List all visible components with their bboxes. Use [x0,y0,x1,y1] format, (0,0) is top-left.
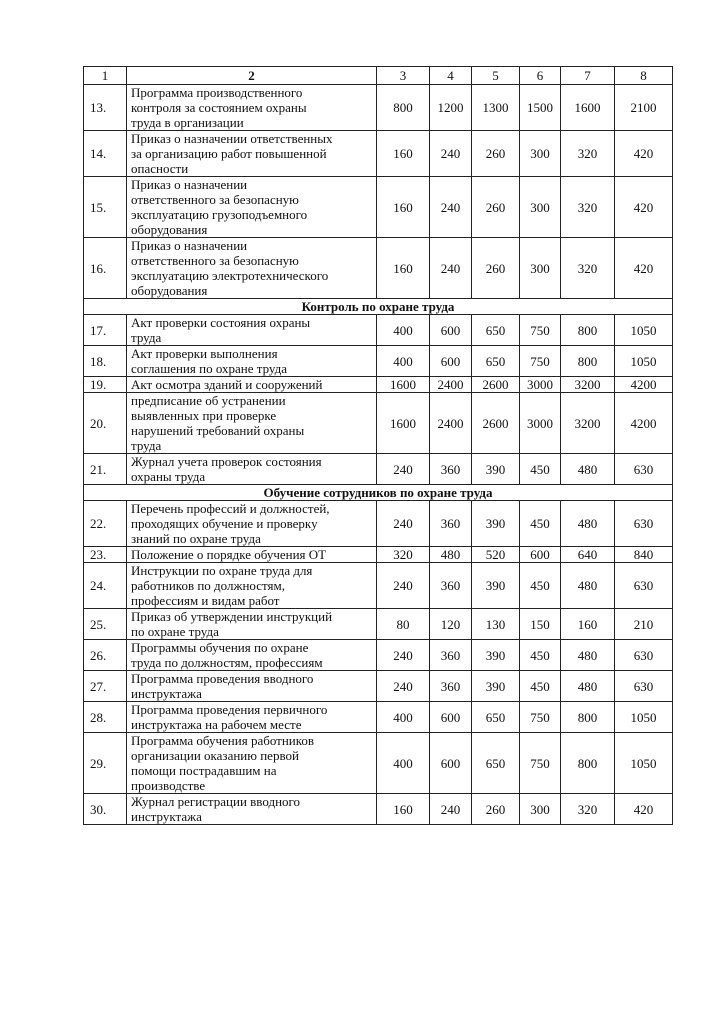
document-name [127,794,377,825]
price-cell: 650 [472,346,520,377]
table-row [84,563,673,609]
price-cell: 2600 [472,393,520,454]
table-row [84,671,673,702]
price-cell: 640 [561,547,615,563]
document-name-line: соглашения по охране труда [131,361,287,376]
document-name-line: Акт осмотра зданий и сооружений [131,377,323,392]
price-cell: 2400 [430,377,472,393]
document-name [127,547,377,563]
document-name-line: оборудования [131,283,208,298]
row-number: 21. [84,454,127,485]
price-cell: 3200 [561,377,615,393]
price-cell: 800 [561,702,615,733]
price-cell: 400 [377,346,430,377]
price-cell: 160 [377,177,430,238]
price-cell: 160 [377,794,430,825]
section-title: Контроль по охране труда [84,299,673,315]
price-cell: 210 [615,609,673,640]
row-number: 29. [84,733,127,794]
price-cell: 630 [615,501,673,547]
price-cell: 320 [561,177,615,238]
document-name-line: инструктажа [131,809,202,824]
price-cell: 1600 [377,377,430,393]
price-cell: 360 [430,640,472,671]
price-cell: 2600 [472,377,520,393]
header-cell: 2 [127,67,377,85]
header-cell: 8 [615,67,673,85]
price-cell: 450 [520,563,561,609]
price-cell: 360 [430,563,472,609]
price-cell: 240 [430,177,472,238]
table-row [84,315,673,346]
price-cell: 480 [561,671,615,702]
row-number: 18. [84,346,127,377]
document-name [127,671,377,702]
price-cell: 800 [377,85,430,131]
document-name-line: оборудования [131,222,208,237]
price-cell: 400 [377,315,430,346]
price-cell: 240 [430,794,472,825]
price-cell: 150 [520,609,561,640]
price-cell: 1300 [472,85,520,131]
price-cell: 390 [472,671,520,702]
table-row [84,640,673,671]
header-cell: 1 [84,67,127,85]
price-cell: 320 [377,547,430,563]
document-name [127,377,377,393]
table-body [84,67,673,825]
price-cell: 260 [472,177,520,238]
row-number: 24. [84,563,127,609]
row-number: 25. [84,609,127,640]
price-cell: 840 [615,547,673,563]
document-name-line: опасности [131,161,189,176]
row-number: 20. [84,393,127,454]
price-cell: 360 [430,501,472,547]
document-name-line: охраны труда [131,469,206,484]
document-name-line: предписание об устранении [131,393,286,408]
price-cell: 480 [561,454,615,485]
header-cell: 4 [430,67,472,85]
price-cell: 630 [615,563,673,609]
price-cell: 1600 [377,393,430,454]
price-cell: 800 [561,733,615,794]
price-cell: 600 [430,315,472,346]
section-row [84,299,673,315]
document-name-line: Акт проверки состояния охраны [131,315,311,330]
document-name-line: Программа проведения вводного [131,671,314,686]
document-name [127,501,377,547]
price-cell: 390 [472,501,520,547]
price-cell: 3000 [520,377,561,393]
table-row [84,702,673,733]
document-name-line: проходящих обучение и проверку [131,516,318,531]
price-cell: 4200 [615,377,673,393]
price-cell: 600 [430,733,472,794]
document-name-line: Программа производственного [131,85,303,100]
price-cell: 1600 [561,85,615,131]
price-cell: 260 [472,794,520,825]
price-cell: 600 [430,346,472,377]
price-cell: 160 [377,131,430,177]
table-row [84,501,673,547]
price-cell: 400 [377,702,430,733]
table-row [84,393,673,454]
price-cell: 750 [520,733,561,794]
price-cell: 450 [520,454,561,485]
price-cell: 320 [561,238,615,299]
price-cell: 450 [520,640,561,671]
price-cell: 420 [615,131,673,177]
price-cell: 1050 [615,346,673,377]
document-name [127,238,377,299]
document-name [127,85,377,131]
price-cell: 240 [377,671,430,702]
header-cell: 7 [561,67,615,85]
price-cell: 450 [520,501,561,547]
row-number: 13. [84,85,127,131]
table-row [84,85,673,131]
document-name-line: Приказ о назначении [131,177,248,192]
document-name-line: организации оказанию первой [131,748,299,763]
price-cell: 450 [520,671,561,702]
row-number: 14. [84,131,127,177]
price-cell: 390 [472,454,520,485]
document-name-line: за организацию работ повышенной [131,146,327,161]
price-cell: 480 [561,640,615,671]
row-number: 17. [84,315,127,346]
price-cell: 1500 [520,85,561,131]
header-cell: 6 [520,67,561,85]
price-cell: 320 [561,794,615,825]
price-cell: 2100 [615,85,673,131]
document-name-line: Положение о порядке обучения ОТ [131,547,327,562]
price-cell: 630 [615,454,673,485]
table-row [84,346,673,377]
document-name-line: Перечень профессий и должностей, [131,501,330,516]
price-cell: 520 [472,547,520,563]
header-row [84,67,673,85]
price-cell: 240 [377,501,430,547]
price-cell: 1050 [615,733,673,794]
section-row [84,485,673,501]
document-name-line: эксплуатацию грузоподъемного [131,207,308,222]
table-row [84,377,673,393]
document-name [127,640,377,671]
document-name-line: по охране труда [131,624,219,639]
price-cell: 420 [615,794,673,825]
price-cell: 300 [520,238,561,299]
row-number: 28. [84,702,127,733]
price-cell: 260 [472,238,520,299]
document-name-line: нарушений требований охраны [131,423,305,438]
price-cell: 1050 [615,702,673,733]
price-cell: 800 [561,346,615,377]
price-cell: 320 [561,131,615,177]
price-cell: 240 [377,563,430,609]
document-name [127,563,377,609]
document-name-line: выявленных при проверке [131,408,277,423]
document-name-line: контроля за состоянием охраны [131,100,307,115]
document-name [127,346,377,377]
price-table [83,66,673,825]
price-cell: 130 [472,609,520,640]
document-name-line: работников по должностям, [131,578,285,593]
price-cell: 240 [430,238,472,299]
row-number: 30. [84,794,127,825]
document-name-line: труда в организации [131,115,244,130]
document-name [127,733,377,794]
table-row [84,131,673,177]
header-cell: 3 [377,67,430,85]
table-row [84,177,673,238]
table-row [84,547,673,563]
document-name-line: производстве [131,778,206,793]
document-name-line: знаний по охране труда [131,531,261,546]
price-cell: 1200 [430,85,472,131]
document-name-line: труда по должностям, профессиям [131,655,323,670]
document-name-line: Акт проверки выполнения [131,346,278,361]
table-row [84,238,673,299]
document-name-line: Приказ об утверждении инструкций [131,609,333,624]
price-cell: 260 [472,131,520,177]
document-name [127,177,377,238]
document-name [127,131,377,177]
document-name-line: эксплуатацию электротехнического [131,268,329,283]
price-cell: 650 [472,702,520,733]
price-cell: 240 [377,454,430,485]
row-number: 15. [84,177,127,238]
price-cell: 480 [561,563,615,609]
price-cell: 750 [520,315,561,346]
document-name-line: Приказ о назначении ответственных [131,131,333,146]
price-cell: 300 [520,177,561,238]
price-cell: 420 [615,177,673,238]
price-cell: 160 [377,238,430,299]
row-number: 23. [84,547,127,563]
price-cell: 650 [472,733,520,794]
price-cell: 3000 [520,393,561,454]
price-cell: 390 [472,640,520,671]
document-name-line: Программа проведения первичного [131,702,328,717]
price-cell: 630 [615,640,673,671]
price-cell: 390 [472,563,520,609]
document-name-line: Инструкции по охране труда для [131,563,313,578]
price-cell: 1050 [615,315,673,346]
row-number: 19. [84,377,127,393]
price-cell: 360 [430,671,472,702]
price-cell: 2400 [430,393,472,454]
row-number: 26. [84,640,127,671]
table-row [84,733,673,794]
document-name [127,702,377,733]
table-row [84,454,673,485]
price-cell: 600 [430,702,472,733]
price-cell: 420 [615,238,673,299]
table-row [84,794,673,825]
price-cell: 80 [377,609,430,640]
price-cell: 750 [520,346,561,377]
price-cell: 300 [520,131,561,177]
document-name-line: Программы обучения по охране [131,640,309,655]
price-cell: 480 [430,547,472,563]
price-cell: 400 [377,733,430,794]
price-cell: 240 [430,131,472,177]
document-name-line: ответственного за безопасную [131,253,299,268]
price-cell: 360 [430,454,472,485]
price-cell: 630 [615,671,673,702]
price-cell: 650 [472,315,520,346]
document-name-line: инструктажа [131,686,202,701]
price-cell: 240 [377,640,430,671]
price-cell: 120 [430,609,472,640]
row-number: 16. [84,238,127,299]
header-cell: 5 [472,67,520,85]
price-cell: 600 [520,547,561,563]
document-name-line: профессиям и видам работ [131,593,280,608]
document-name-line: Журнал учета проверок состояния [131,454,322,469]
price-cell: 3200 [561,393,615,454]
document-name-line: труда [131,438,162,453]
price-cell: 300 [520,794,561,825]
document-name-line: ответственного за безопасную [131,192,299,207]
section-title: Обучение сотрудников по охране труда [84,485,673,501]
price-cell: 800 [561,315,615,346]
document-name-line: труда [131,330,162,345]
document-name-line: Приказ о назначении [131,238,248,253]
document-name-line: инструктажа на рабочем месте [131,717,302,732]
document-name [127,609,377,640]
table-row [84,609,673,640]
document-name-line: помощи пострадавшим на [131,763,277,778]
price-cell: 480 [561,501,615,547]
row-number: 27. [84,671,127,702]
document-name [127,315,377,346]
price-cell: 160 [561,609,615,640]
price-cell: 750 [520,702,561,733]
row-number: 22. [84,501,127,547]
document-name [127,393,377,454]
price-cell: 4200 [615,393,673,454]
document-name-line: Программа обучения работников [131,733,315,748]
document-name [127,454,377,485]
document-name-line: Журнал регистрации вводного [131,794,301,809]
